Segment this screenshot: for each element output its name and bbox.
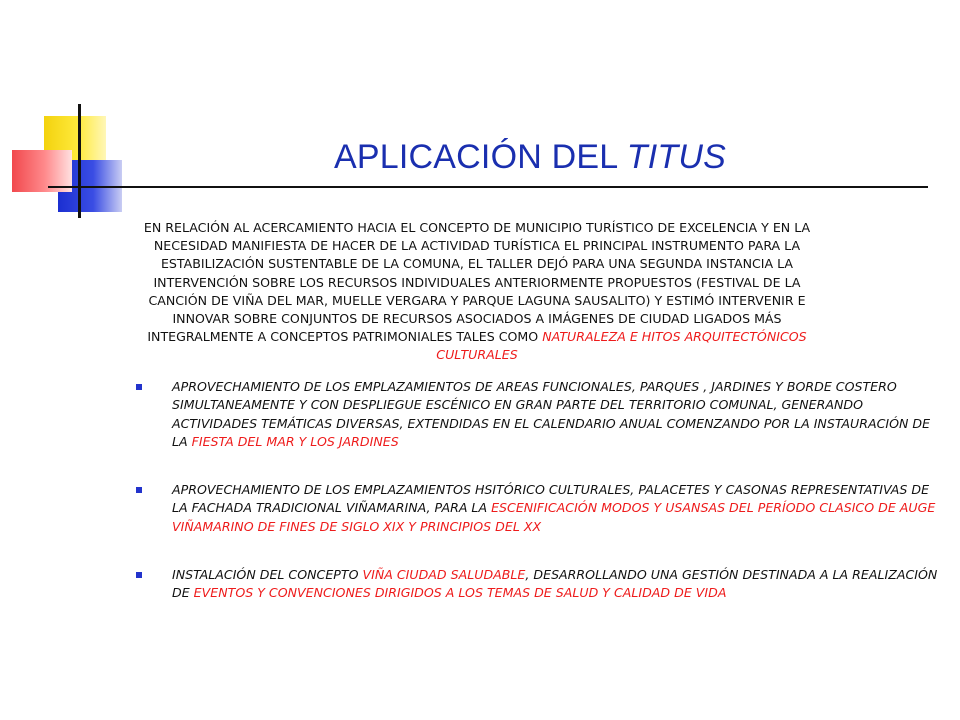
slide-title: [0, 138, 960, 177]
bullet-item: [136, 481, 944, 536]
title-underline-rule: [48, 186, 928, 188]
bullet-highlight: VIÑA CIUDAD SALUDABLE: [362, 567, 526, 583]
square-bullet-icon: [136, 384, 142, 390]
intro-paragraph: [128, 219, 826, 365]
bullet-text-continued: , DESARROLLANDO UNA GESTIÓN DESTINADA A LA REALIZACIÓN DE: [172, 567, 938, 601]
decorative-logo-icon: [0, 0, 160, 230]
square-bullet-icon: [136, 487, 142, 493]
square-bullet-icon: [136, 572, 142, 578]
bullet-text: INSTALACIÓN DEL CONCEPTO: [172, 567, 363, 583]
bullet-highlight-2: EVENTOS Y CONVENCIONES DIRIGIDOS A LOS TEMAS DE SALUD Y CALIDAD DE VIDA: [193, 585, 727, 601]
bullet-item: [136, 566, 944, 603]
intro-highlight: NATURALEZA E HITOS ARQUITECTÓNICOS CULTURALES: [436, 329, 807, 363]
bullet-item: [136, 378, 944, 451]
intro-text: EN RELACIÓN AL ACERCAMIENTO HACIA EL CONCEPTO DE MUNICIPIO TURÍSTICO DE EXCELENCIA Y EN LA NECESIDAD MANIFIESTA DE HACER DE LA ACTIVIDAD TURÍSTICA EL PRINCIPAL INSTRUMENTO PARA LA ESTABILIZACIÓN SUSTENTABLE DE LA COMUNA, EL TALLER DEJÓ PARA UNA SEGUNDA INSTANCIA LA INTERVENCIÓN SOBRE LOS RECURSOS INDIVIDUALES ANTERIORMENTE PROPUESTOS (FESTIVAL DE LA CANCIÓN DE VIÑA DEL MAR, MUELLE VERGARA Y PARQUE LAGUNA SAUSALITO) Y ESTIMÓ INTERVENIR E INNOVAR SOBRE CONJUNTOS DE RECURSOS ASOCIADOS A IMÁGENES DE CIUDAD LIGADOS MÁS INTEGRALMENTE A CONCEPTOS PATRIMONIALES TALES COMO: [143, 220, 811, 345]
bullet-text: APROVECHAMIENTO DE LOS EMPLAZAMIENTOS DE AREAS FUNCIONALES, PARQUES , JARDINES Y BORDE COSTERO SIMULTANEAMENTE Y CON DESPLIEGUE ESCÉNICO EN GRAN PARTE DEL TERRITORIO COMUNAL, GENERANDO ACTIVIDADES TEMÁTICAS DIVERSAS, EXTENDIDAS EN EL CALENDARIO ANUAL COMENZANDO POR LA INSTAURACIÓN DE LA: [172, 379, 931, 449]
bullet-list: [136, 378, 944, 633]
bullet-highlight: ESCENIFICACIÓN MODOS Y USANSAS DEL PERÍODO CLASICO DE AUGE VIÑAMARINO DE FINES DE SIGLO XIX Y PRINCIPIOS DEL XX: [172, 500, 936, 534]
title-italic-text: TITUS: [626, 138, 726, 176]
bullet-text: APROVECHAMIENTO DE LOS EMPLAZAMIENTOS HSITÓRICO CULTURALES, PALACETES Y CASONAS REPRESENTATIVAS DE LA FACHADA TRADICIONAL VIÑAMARINA, PARA LA: [172, 482, 930, 516]
title-text: APLICACIÓN DEL: [334, 138, 627, 176]
bullet-highlight: FIESTA DEL MAR Y LOS JARDINES: [191, 433, 399, 449]
